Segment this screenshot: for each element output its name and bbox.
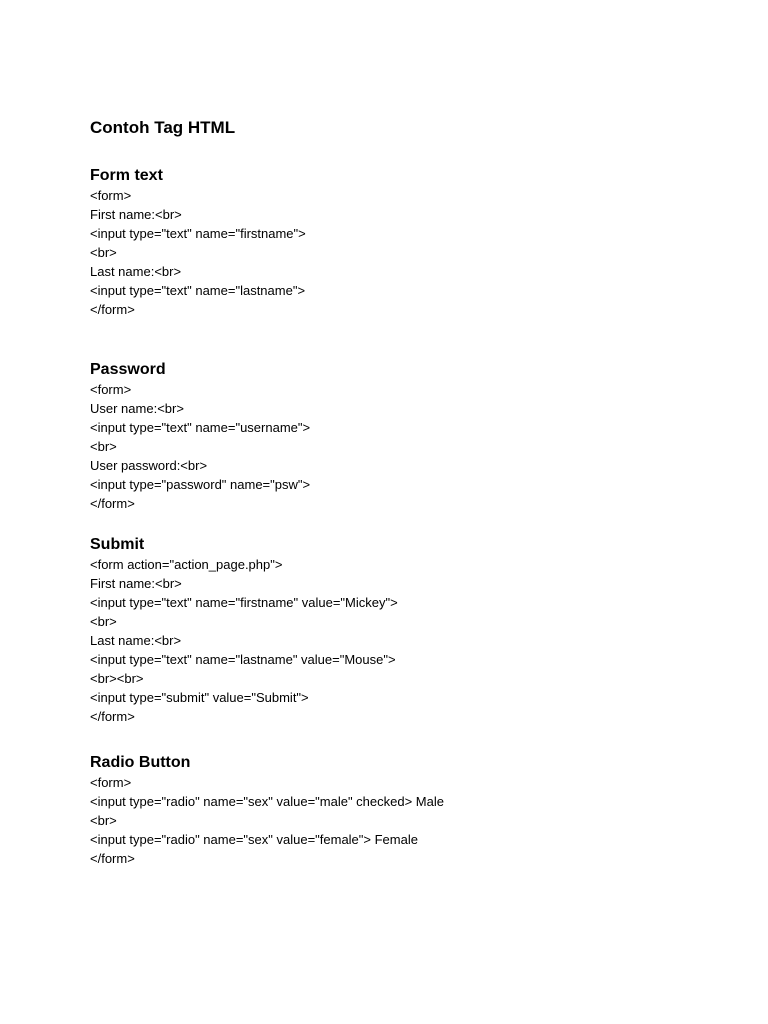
code-line: User name:<br> xyxy=(90,401,184,416)
section-heading: Radio Button xyxy=(90,754,191,771)
section-submit xyxy=(90,535,398,726)
code-line: <form> xyxy=(90,775,132,790)
code-line: <input type="radio" name="sex" value="female"> Female xyxy=(90,832,418,847)
section-heading: Password xyxy=(90,361,166,378)
code-line: <br> xyxy=(90,614,117,629)
section-form-text xyxy=(90,166,306,319)
code-line: <input type="text" name="lastname" value="Mouse"> xyxy=(90,652,396,667)
code-line: </form> xyxy=(90,302,135,317)
code-line: <input type="password" name="psw"> xyxy=(90,477,311,492)
section-heading: Form text xyxy=(90,167,163,184)
code-line: <form> xyxy=(90,188,132,203)
code-line: User password:<br> xyxy=(90,458,208,473)
code-line: Last name:<br> xyxy=(90,633,182,648)
code-line: <input type="text" name="firstname"> xyxy=(90,226,306,241)
section-password xyxy=(90,360,310,513)
section-heading: Submit xyxy=(90,536,145,553)
document-title: Contoh Tag HTML xyxy=(90,118,236,137)
code-line: <input type="text" name="username"> xyxy=(90,420,311,435)
code-line: <input type="text" name="lastname"> xyxy=(90,283,306,298)
code-line: <br> xyxy=(90,439,117,454)
code-line: First name:<br> xyxy=(90,207,182,222)
code-line: </form> xyxy=(90,709,135,724)
code-line: <form> xyxy=(90,382,132,397)
code-line: </form> xyxy=(90,496,135,511)
code-line: Last name:<br> xyxy=(90,264,182,279)
code-line: <input type="submit" value="Submit"> xyxy=(90,690,309,705)
code-line: <br> xyxy=(90,813,117,828)
code-line: </form> xyxy=(90,851,135,866)
section-radio-button xyxy=(90,753,444,868)
code-line: <br><br> xyxy=(90,671,144,686)
code-line: <form action="action_page.php"> xyxy=(90,557,283,572)
code-line: First name:<br> xyxy=(90,576,182,591)
code-line: <br> xyxy=(90,245,117,260)
code-line: <input type="radio" name="sex" value="male" checked> Male xyxy=(90,794,444,809)
code-line: <input type="text" name="firstname" value="Mickey"> xyxy=(90,595,398,610)
